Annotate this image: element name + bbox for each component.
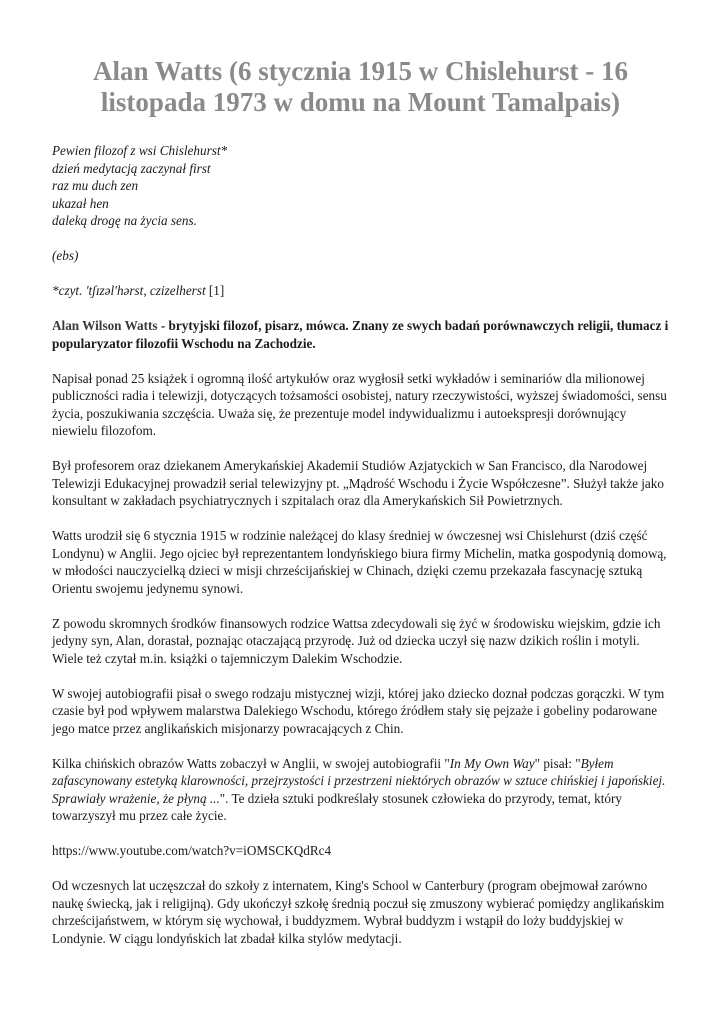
body-paragraph: Z powodu skromnych środków finansowych rodzice Wattsa zdecydowali się żyć w środowisku wiejskim, gdzie ich jedyny syn, Alan, dorastał, poznając otaczającą przyrodę. Już od dziecka uczył się nazw dzikich roślin i motyli. Wiele też czytał m.in. książki o tajemniczym Dalekim Wschodzie. — [52, 615, 661, 666]
book-title: In My Own Way — [449, 755, 535, 771]
body-paragraph: Watts urodził się 6 stycznia 1915 w rodzinie należącej do klasy średniej w ówczesnej wsi Chislehurst (dziś część Londynu) w Anglii. Jego ojciec był reprezentantem londyńskiego biura firmy Michelin, matka gospodynią domową, w młodości nauczycielką dzieci w misji chrześcijańskiej w Chinach, dzięki czemu przekazała fascynację sztuką Orientu swojemu jedynemu synowi. — [52, 528, 667, 596]
paragraph-text: " pisał: " — [534, 755, 581, 771]
body-paragraph: Napisał ponad 25 książek i ogromną ilość artykułów oraz wygłosił setki wykładów i seminariów dla milionowej publiczności radia i telewizji, dotyczących tożsamości osobistej, natury rzeczywistości, wyższej świadomości, sensu życia, poszukiwania szczęścia. Uważa się, że prezentuje model indywidualizmu i autoekspresji dorównujący niewielu filozofom. — [52, 370, 667, 438]
poem-line: Pewien filozof z wsi Chislehurst* — [52, 143, 228, 158]
poem-line: ukazał hen — [52, 195, 109, 211]
pronunciation-footnote — [52, 282, 669, 300]
autobiography-quote: Byłem zafascynowany estetyką klarowności, przejrzystości i przestrzeni niektórych obrazów w sztuce chińskiej i japońskiej. Sprawiały wrażenie, że płyną ... — [52, 755, 666, 806]
subject-name: Alan Wilson Watts — [52, 318, 158, 333]
chinese-paintings-paragraph — [52, 755, 669, 825]
body-paragraph: Był profesorem oraz dziekanem Amerykańskiej Akademii Studiów Azjatyckich w San Francisco, dla Narodowej Telewizji Edukacyjnej prowadził serial telewizyjny pt. „Mądrość Wschodu i Życie Współczesne”. Służył także jako konsultant w zakładach psychiatrycznych i szpitalach oraz dla Amerykańskich Sił Powietrznych. — [52, 458, 664, 508]
youtube-link[interactable]: https://www.youtube.com/watch?v=iOMSCKQdRc4 — [52, 843, 332, 858]
footnote-ref[interactable]: [1] — [205, 283, 225, 298]
footnote-text: *czyt. 'tʃɪzəl'hərst, czizelherst — [52, 283, 206, 298]
body-paragraph: Od wczesnych lat uczęszczał do szkoły z internatem, King's School w Canterbury (program obejmował zarówno naukę świecką, jak i religijną). Gdy ukończył szkołę średnią poczuł się zmuszony wybierać pomiędzy anglikańskim chrześcijaństwem, w którym się wychował, i buddyzmem. Wybrał buddyzm i wstąpił do loży buddyjskiej w Londynie. W ciągu londyńskich lat zbadał kilka stylów medytacji. — [52, 878, 665, 946]
poem-signature: (ebs) — [52, 248, 79, 263]
poem-line: raz mu duch zen — [52, 178, 139, 193]
intro-text: - brytyjski filozof, pisarz, mówca. Znany ze swych badań porównawczych religii, tłumacz i popularyzator filozofii Wschodu na Zachodzie. — [52, 318, 669, 351]
paragraph-text: ". Te dzieła sztuki podkreślały stosunek człowieka do przyrody, temat, który towarzyszył mu przez całe życie. — [52, 790, 622, 823]
intro-paragraph — [52, 317, 669, 352]
poem-line: daleką drogę na życia sens. — [52, 213, 197, 228]
page-title: Alan Watts (6 stycznia 1915 w Chislehurst - 16 listopada 1973 w domu na Mount Tamalpais) — [92, 56, 629, 117]
paragraph-text: Kilka chińskich obrazów Watts zobaczył w Anglii, w swojej autobiografii " — [52, 755, 450, 771]
poem-line: dzień medytacją zaczynał first — [52, 160, 211, 176]
body-paragraph: W swojej autobiografii pisał o swego rodzaju mistycznej wizji, której jako dziecko doznał podczas gorączki. W tym czasie był pod wpływem malarstwa Dalekiego Wschodu, którego źródłem stały się pejzaże i gobeliny podarowane jego matce przez anglikańskich misjonarzy powracających z Chin. — [52, 685, 665, 736]
limerick-poem — [52, 142, 669, 230]
